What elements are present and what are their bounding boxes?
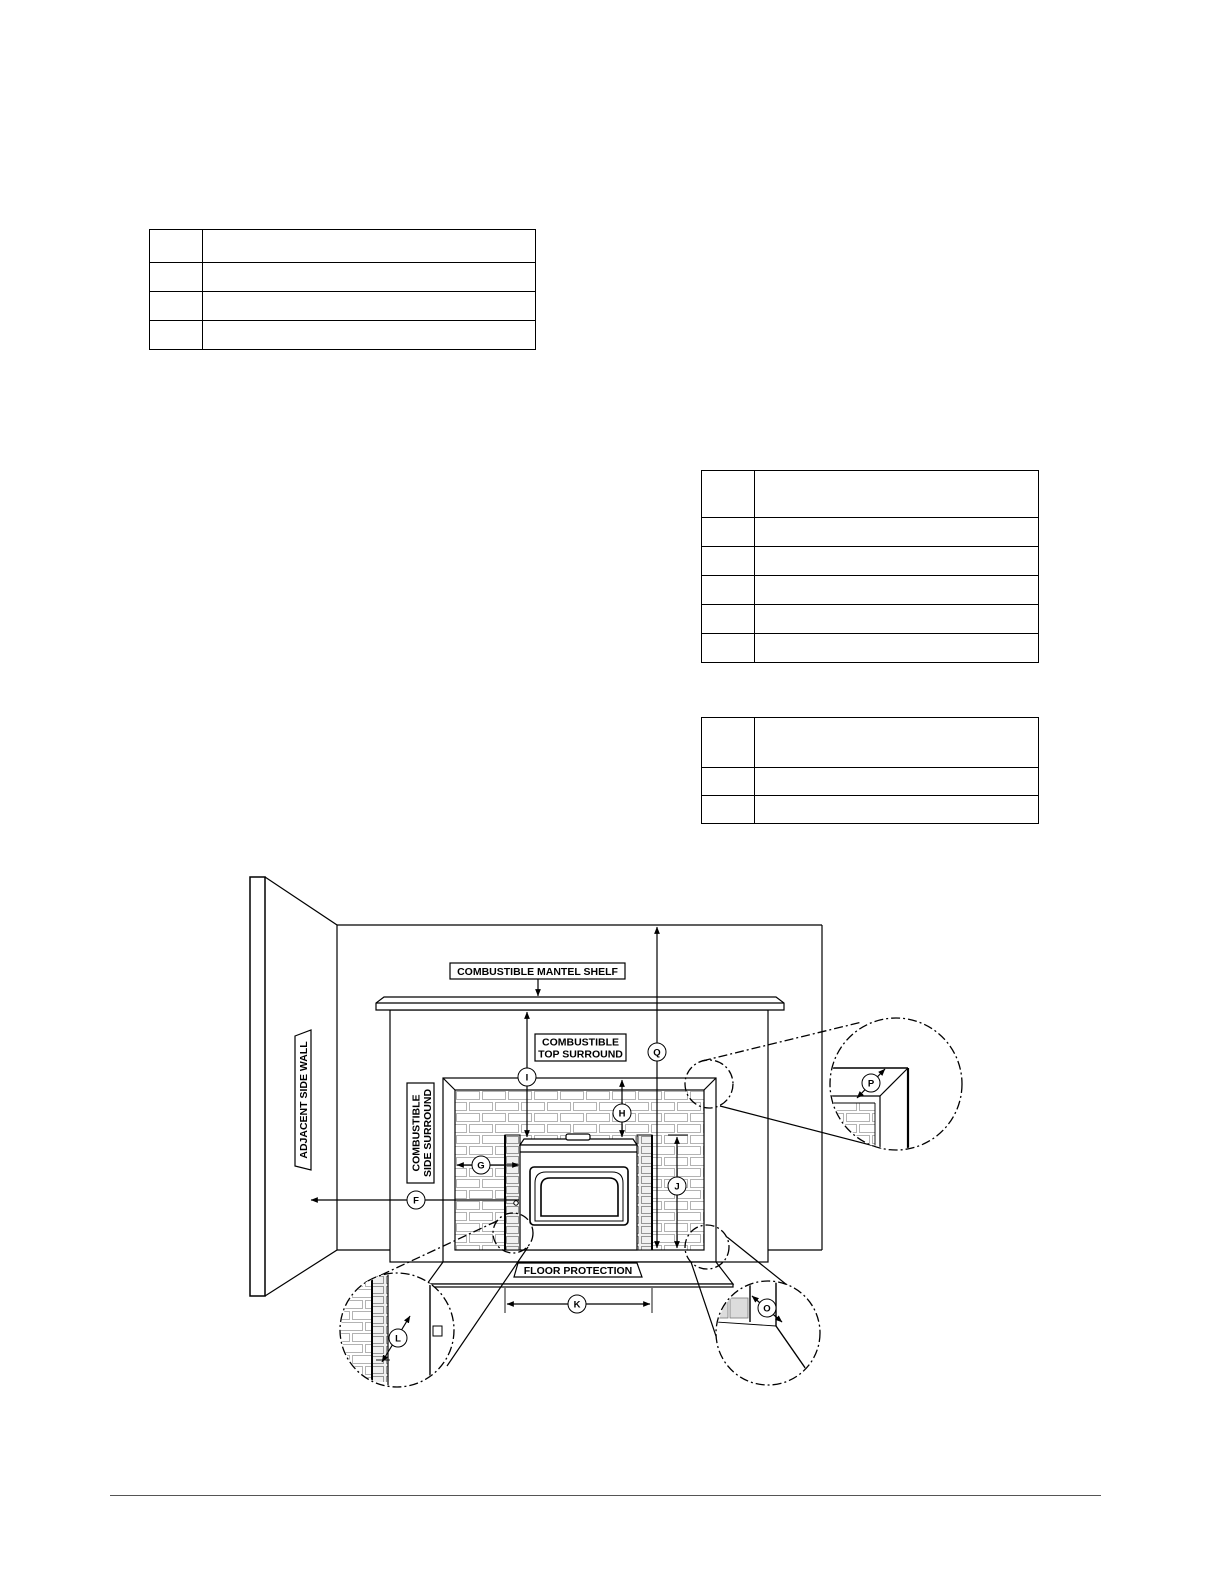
side-wall-label: ADJACENT SIDE WALL bbox=[298, 1041, 310, 1159]
dimension-p-label: P bbox=[867, 1078, 875, 1090]
dimension-h-label: H bbox=[618, 1108, 626, 1120]
table-cell bbox=[702, 718, 755, 768]
table-cell bbox=[150, 321, 203, 350]
dimension-k-label: K bbox=[573, 1299, 581, 1311]
table-cell bbox=[755, 796, 1039, 824]
table-cell bbox=[755, 605, 1039, 634]
side-surround-label-line2: SIDE SURROUND bbox=[422, 1088, 434, 1178]
table-row bbox=[702, 796, 1039, 824]
side-surround-label-line1: COMBUSTIBLE bbox=[410, 1094, 423, 1172]
footer-rule bbox=[110, 1495, 1101, 1496]
fireplace-clearance-diagram bbox=[240, 870, 970, 1395]
table-row bbox=[702, 718, 1039, 768]
mantel-shelf-label: COMBUSTIBLE MANTEL SHELF bbox=[457, 966, 618, 978]
dimension-i-label: I bbox=[525, 1072, 529, 1084]
mantel-shelf bbox=[376, 997, 784, 1010]
table-cell bbox=[702, 471, 755, 518]
dimension-j-label: J bbox=[674, 1181, 680, 1193]
table-cell bbox=[702, 634, 755, 663]
table-row bbox=[702, 768, 1039, 796]
dimension-f-label: F bbox=[413, 1195, 419, 1207]
table-row bbox=[702, 471, 1039, 518]
table-cell bbox=[203, 263, 536, 292]
table-cell bbox=[203, 230, 536, 263]
insert-top-knob bbox=[566, 1134, 590, 1140]
insert-glass bbox=[541, 1178, 618, 1216]
top-surround-label-line2: TOP SURROUND bbox=[538, 1048, 623, 1061]
table-cell bbox=[755, 471, 1039, 518]
table-row bbox=[150, 321, 536, 350]
table-cell bbox=[150, 292, 203, 321]
adjacent-side-wall bbox=[250, 877, 337, 1296]
dimension-g-label: G bbox=[477, 1160, 485, 1172]
table-row bbox=[150, 292, 536, 321]
table-cell bbox=[755, 576, 1039, 605]
table-cell bbox=[755, 547, 1039, 576]
dimension-k bbox=[505, 1288, 652, 1313]
table-cell bbox=[702, 796, 755, 824]
table-row bbox=[702, 518, 1039, 547]
dimension-q-label: Q bbox=[653, 1047, 661, 1059]
mantel-shelf-callout bbox=[450, 963, 625, 996]
table-cell bbox=[702, 576, 755, 605]
table-row bbox=[702, 576, 1039, 605]
table-cell bbox=[203, 292, 536, 321]
right-firebox-side bbox=[637, 1135, 652, 1250]
table-cell bbox=[203, 321, 536, 350]
table-row bbox=[702, 605, 1039, 634]
table-cell bbox=[755, 634, 1039, 663]
side-surround-callout bbox=[407, 1083, 434, 1183]
table-cell bbox=[150, 230, 203, 263]
floor-protection bbox=[427, 1262, 733, 1287]
table-cell bbox=[150, 263, 203, 292]
table-cell bbox=[755, 518, 1039, 547]
clearance-table-1 bbox=[149, 229, 536, 350]
air-control-knob bbox=[514, 1201, 518, 1205]
table-cell bbox=[702, 605, 755, 634]
dimension-o-label: O bbox=[763, 1303, 771, 1315]
top-surround-callout bbox=[535, 1034, 626, 1061]
left-firebox-side bbox=[505, 1135, 520, 1250]
table-row bbox=[150, 230, 536, 263]
table-row bbox=[702, 634, 1039, 663]
table-cell bbox=[702, 768, 755, 796]
table-cell bbox=[755, 718, 1039, 768]
top-surround-label-line1: COMBUSTIBLE bbox=[542, 1036, 619, 1049]
table-cell bbox=[702, 547, 755, 576]
clearance-table-2 bbox=[701, 470, 1039, 663]
table-row bbox=[150, 263, 536, 292]
floor-protection-label: FLOOR PROTECTION bbox=[523, 1265, 633, 1277]
clearance-table-3 bbox=[701, 717, 1039, 824]
table-cell bbox=[755, 768, 1039, 796]
fireplace-insert bbox=[514, 1134, 637, 1250]
table-cell bbox=[702, 518, 755, 547]
table-row bbox=[702, 547, 1039, 576]
dimension-l-label: L bbox=[395, 1333, 401, 1345]
